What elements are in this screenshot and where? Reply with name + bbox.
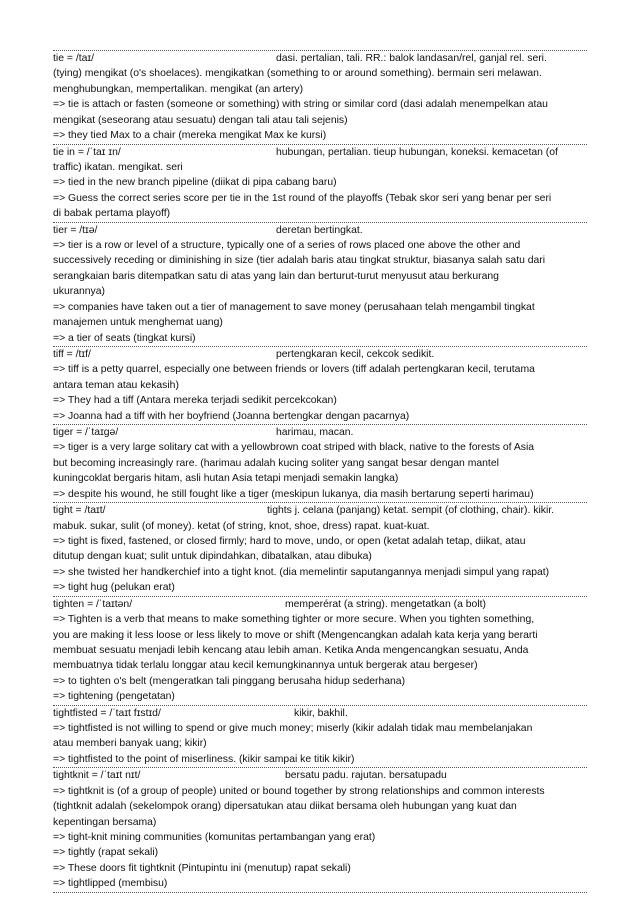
- entry-line: atau memberi banyak uang; kikir): [53, 738, 207, 750]
- entry-line: => tight is fixed, fastened, or closed firmly; hard to move, undo, or open (ketat adalah tetap, diikat, atau: [53, 535, 526, 547]
- entry-line: kepentingan bersama): [53, 816, 157, 828]
- headword: tightfisted = /ˈtaɪt fɪstɪd/: [53, 707, 161, 719]
- entry-line: manajemen untuk menghemat uang): [53, 317, 223, 329]
- entry-line: => These doors fit tightknit (Pintupintu ini (menutup) rapat sekali): [53, 862, 351, 874]
- entry-line: => Tighten is a verb that means to make something tighter or more secure. When you tighten something,: [53, 614, 535, 626]
- entry-line: mabuk. sukar, sulit (of money). ketat (of string, knot, shoe, dress) rapat. kuat-kuat.: [53, 520, 430, 532]
- entry-line: => a tier of seats (tingkat kursi): [53, 332, 196, 344]
- entry-header: [53, 223, 587, 238]
- entry-tighten: [53, 597, 587, 706]
- entry-header: [53, 51, 587, 66]
- short-definition: pertengkaran kecil, cekcok sedikit.: [276, 348, 435, 360]
- entry-line: (tying) mengikat (o's shoelaces). mengikatkan (something to or around something). bermain seri melawan.: [53, 68, 542, 80]
- headword: tie = /taɪ/: [53, 53, 94, 64]
- entry-line: serangkaian baris ditempatkan satu di atas yang lain dan berturut-turut menyusut atau berkurang: [53, 270, 499, 282]
- entry-line: => tight-knit mining communities (komunitas pertambangan yang erat): [53, 831, 376, 843]
- entry-line: => tightfisted to the point of miserliness. (kikir sampai ke titik kikir): [53, 753, 355, 765]
- entry-line: => tiff is a petty quarrel, especially one between friends or lovers (tiff adalah pertengkaran kecil, terutama: [53, 364, 535, 376]
- entry-tightfisted: [53, 706, 587, 769]
- entry-header: [53, 768, 587, 783]
- headword: tighten = /ˈtaɪtən/: [53, 598, 133, 610]
- headword: tightknit = /ˈtaɪt nɪt/: [53, 770, 141, 782]
- entry-line: kuningcoklat bergaris hitam, asli hutan Asia tetapi menjadi semakin langka): [53, 473, 399, 485]
- short-definition: kikir, bakhil.: [294, 707, 348, 719]
- short-definition: hubungan, pertalian. tieup hubungan, koneksi. kemacetan (of: [276, 146, 558, 158]
- headword: tiff = /tɪf/: [53, 348, 91, 360]
- entry-line: => Joanna had a tiff with her boyfriend (Joanna bertengkar dengan pacarnya): [53, 410, 410, 422]
- entry-line: (tightknit adalah (sekelompok orang) dipersatukan atau diikat bersama oleh hubungan yang kuat dan: [53, 801, 517, 813]
- entry-line: => tightknit is (of a group of people) united or bound together by strong relationships and common interests: [53, 785, 545, 797]
- entry-tie: [53, 50, 587, 145]
- headword: tier = /tɪə/: [53, 224, 98, 236]
- entry-line: mengikat (seseorang atau sesuatu) dengan tali atau tali sejenis): [53, 114, 348, 126]
- entry-line: => to tighten o's belt (mengeratkan tali pinggang berusaha hidup sederhana): [53, 675, 406, 687]
- entry-line: => tight hug (pelukan erat): [53, 582, 175, 594]
- short-definition: dasi. pertalian, tali. RR.: balok landasan/rel, ganjal rel. seri.: [276, 53, 547, 64]
- entry-line: you are making it less loose or less likely to move or shift (Mengencangkan adalah kata kerja yang berarti: [53, 629, 538, 641]
- short-definition: bersatu padu. rajutan. bersatupadu: [285, 770, 447, 782]
- entry-line: membuat sesuatu menjadi lebih kencang atau lebih aman. Ketika Anda mengencangkan sesuatu, Anda: [53, 644, 529, 656]
- entry-tightknit: [53, 768, 587, 892]
- short-definition: memperérat (a string). mengetatkan (a bolt): [285, 598, 486, 610]
- entry-line: traffic) ikatan. mengikat. seri: [53, 161, 183, 173]
- entry-tier: [53, 223, 587, 347]
- short-definition: deretan bertingkat.: [276, 224, 363, 236]
- entry-line: => tied in the new branch pipeline (diikat di pipa cabang baru): [53, 177, 337, 189]
- dictionary-document: [53, 50, 587, 893]
- entry-line: di babak pertama playoff): [53, 208, 171, 220]
- entry-header: [53, 503, 587, 518]
- entry-line: ditutup dengan kuat; sulit untuk dipindahkan, dibatalkan, atau dibuka): [53, 551, 372, 563]
- entry-line: ukurannya): [53, 286, 105, 298]
- entry-header: [53, 706, 587, 721]
- entry-line: => tightly (rapat sekali): [53, 847, 159, 859]
- entry-line: menghubungkan, mempertalikan. mengikat (an artery): [53, 83, 304, 95]
- entry-header: [53, 597, 587, 612]
- headword: tiger = /ˈtaɪgə/: [53, 427, 119, 439]
- entry-line: but becoming increasingly rare. (harimau adalah kucing soliter yang sangat besar dengan mantel: [53, 457, 499, 469]
- entry-line: => tightfisted is not willing to spend or give much money; miserly (kikir adalah tidak mau membelanjakan: [53, 723, 533, 735]
- entry-line: successively receding or diminishing in size (tier adalah baris atau tingkat struktur, biasanya salah satu dari: [53, 255, 546, 267]
- entry-line: => tiger is a very large solitary cat with a yellowbrown coat striped with black, native to the forests of Asia: [53, 442, 535, 454]
- entry-line: => companies have taken out a tier of management to save money (perusahaan telah mengambil tingkat: [53, 301, 535, 313]
- entry-tight: [53, 503, 587, 597]
- short-definition: tights j. celana (panjang) ketat. sempit (of clothing, chair). kikir.: [267, 505, 555, 517]
- entry-line: membuatnya tidak terlalu longgar atau kecil kemungkinannya untuk bergerak atau bergeser): [53, 660, 478, 672]
- entry-line: => despite his wound, he still fought like a tiger (meskipun lukanya, dia masih bertarung seperti harimau): [53, 488, 534, 500]
- headword: tight = /taɪt/: [53, 505, 106, 517]
- entry-line: => she twisted her handkerchief into a tight knot. (dia memelintir saputangannya menjadi simpul yang rapat): [53, 566, 550, 578]
- entry-line: => They had a tiff (Antara mereka terjadi sedikit percekcokan): [53, 395, 337, 407]
- entry-line: => they tied Max to a chair (mereka mengikat Max ke kursi): [53, 130, 327, 142]
- entry-header: [53, 145, 587, 160]
- entry-line: => tightlipped (membisu): [53, 878, 168, 890]
- entry-line: => tier is a row or level of a structure, typically one of a series of rows placed one above the other and: [53, 240, 521, 252]
- entry-line: => tie is attach or fasten (someone or something) with string or similar cord (dasi adalah menempelkan atau: [53, 99, 548, 111]
- entry-tie-in: [53, 145, 587, 223]
- entry-header: [53, 425, 587, 440]
- entry-line: antara teman atau kekasih): [53, 379, 179, 391]
- entry-tiger: [53, 425, 587, 503]
- short-definition: harimau, macan.: [276, 427, 354, 439]
- entry-line: => tightening (pengetatan): [53, 691, 175, 703]
- entry-line: => Guess the correct series score per tie in the 1st round of the playoffs (Tebak skor seri yang benar per seri: [53, 192, 552, 204]
- headword: tie in = /ˈtaɪ ɪn/: [53, 146, 121, 158]
- entry-tiff: [53, 347, 587, 425]
- entry-header: [53, 347, 587, 362]
